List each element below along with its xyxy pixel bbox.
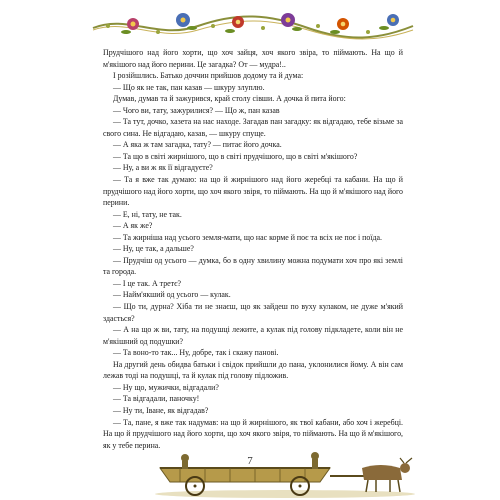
- paragraph: — Та воно-то так... Ну, добре, так і скажу панові.: [113, 348, 279, 358]
- paragraph: — Ну, а ви ж як її відгадуєте?: [113, 163, 213, 173]
- paragraph: Прудчішого над його хорти, що хоч зайця, хоч якого звіра, то піймають. На що й м'якішого над його перини. Це загадка? От — мудра!..: [103, 48, 403, 69]
- page-body-text: [103, 47, 403, 451]
- paragraph: — Ну, це так, а дальше?: [113, 244, 194, 254]
- paragraph: — Найм'якший од усього — кулак.: [113, 290, 231, 300]
- paragraph: І розійшлись. Батько доччин прийшов додому та й дума:: [113, 71, 304, 81]
- paragraph: — А на що ж ви, тату, на подушці лежите, а кулак під голову підкладете, коли він не м'якішний од подушки?: [103, 325, 403, 346]
- paragraph: — Що як не так, пан казав — шкуру злуплю.: [113, 82, 265, 92]
- paragraph: — Ну що, мужички, відгадали?: [113, 382, 219, 392]
- page-number: 7: [247, 455, 253, 467]
- paragraph: — Що ти, дурна? Хіба ти не знаєш, що як зайдеш по вуху кулаком, не дуже м'який здасться?: [103, 302, 403, 323]
- paragraph: — Та тут, дочко, хазета на нас находе. Загадав пан загадку: як відгадаю, тебе візьме за свого сина. Не відгадаю, казав, — шкуру спуще.: [103, 117, 403, 138]
- paragraph: — І це так. А третє?: [113, 278, 181, 288]
- paragraph: — Чого ви, тату, зажурилися? — Що ж, пан казав: [113, 105, 280, 115]
- paragraph: На другий день обидва батьки і свідок прийшли до пана, уклонилися йому. А він сам лежав тоді на подушці, та й кулак під голову підложив.: [103, 359, 403, 381]
- paragraph: — А яка ж там загадка, тату? — питає його дочка.: [113, 140, 282, 150]
- paragraph: — Та що в світі жирнішого, що в світі прудчішого, що в світі м'якішого?: [113, 151, 358, 161]
- paragraph: — Прудчіш од усього — думка, бо в одну хвилину можна подумати хоч про які землі та города.: [103, 255, 403, 277]
- paragraph: — Та, пане, я вже так надумав: на що й жирнішого, як твої кабани, або хоч і жеребці. На що й прудчішого над його хорти, що хоч якого звіря, то піймають. На що й м'якішого, як у тебе перина.: [103, 417, 403, 450]
- paragraph: — Ну ти, Іване, як відгадав?: [113, 405, 209, 415]
- paragraph: — Та відгадали, паночку!: [113, 394, 200, 404]
- paragraph: Думав, думав та й зажурився, край столу сівши. А дочка й пита його:: [113, 94, 346, 104]
- paragraph: — Та я вже так думаю: на що й жирнішого над його жеребці та кабани. На що й прудчішого над його хорти, що хоч якого звіря, то піймають. На що й м'якішого над його перини.: [103, 175, 403, 208]
- paragraph: — Е, ні, тату, не так.: [113, 209, 182, 219]
- paragraph: — Та жирніша над усього земля-мати, що нас корме й поє та всіх не поє і поїда.: [113, 232, 383, 242]
- floral-header-ornament-icon: [88, 6, 418, 46]
- paragraph: — А як же?: [113, 221, 153, 231]
